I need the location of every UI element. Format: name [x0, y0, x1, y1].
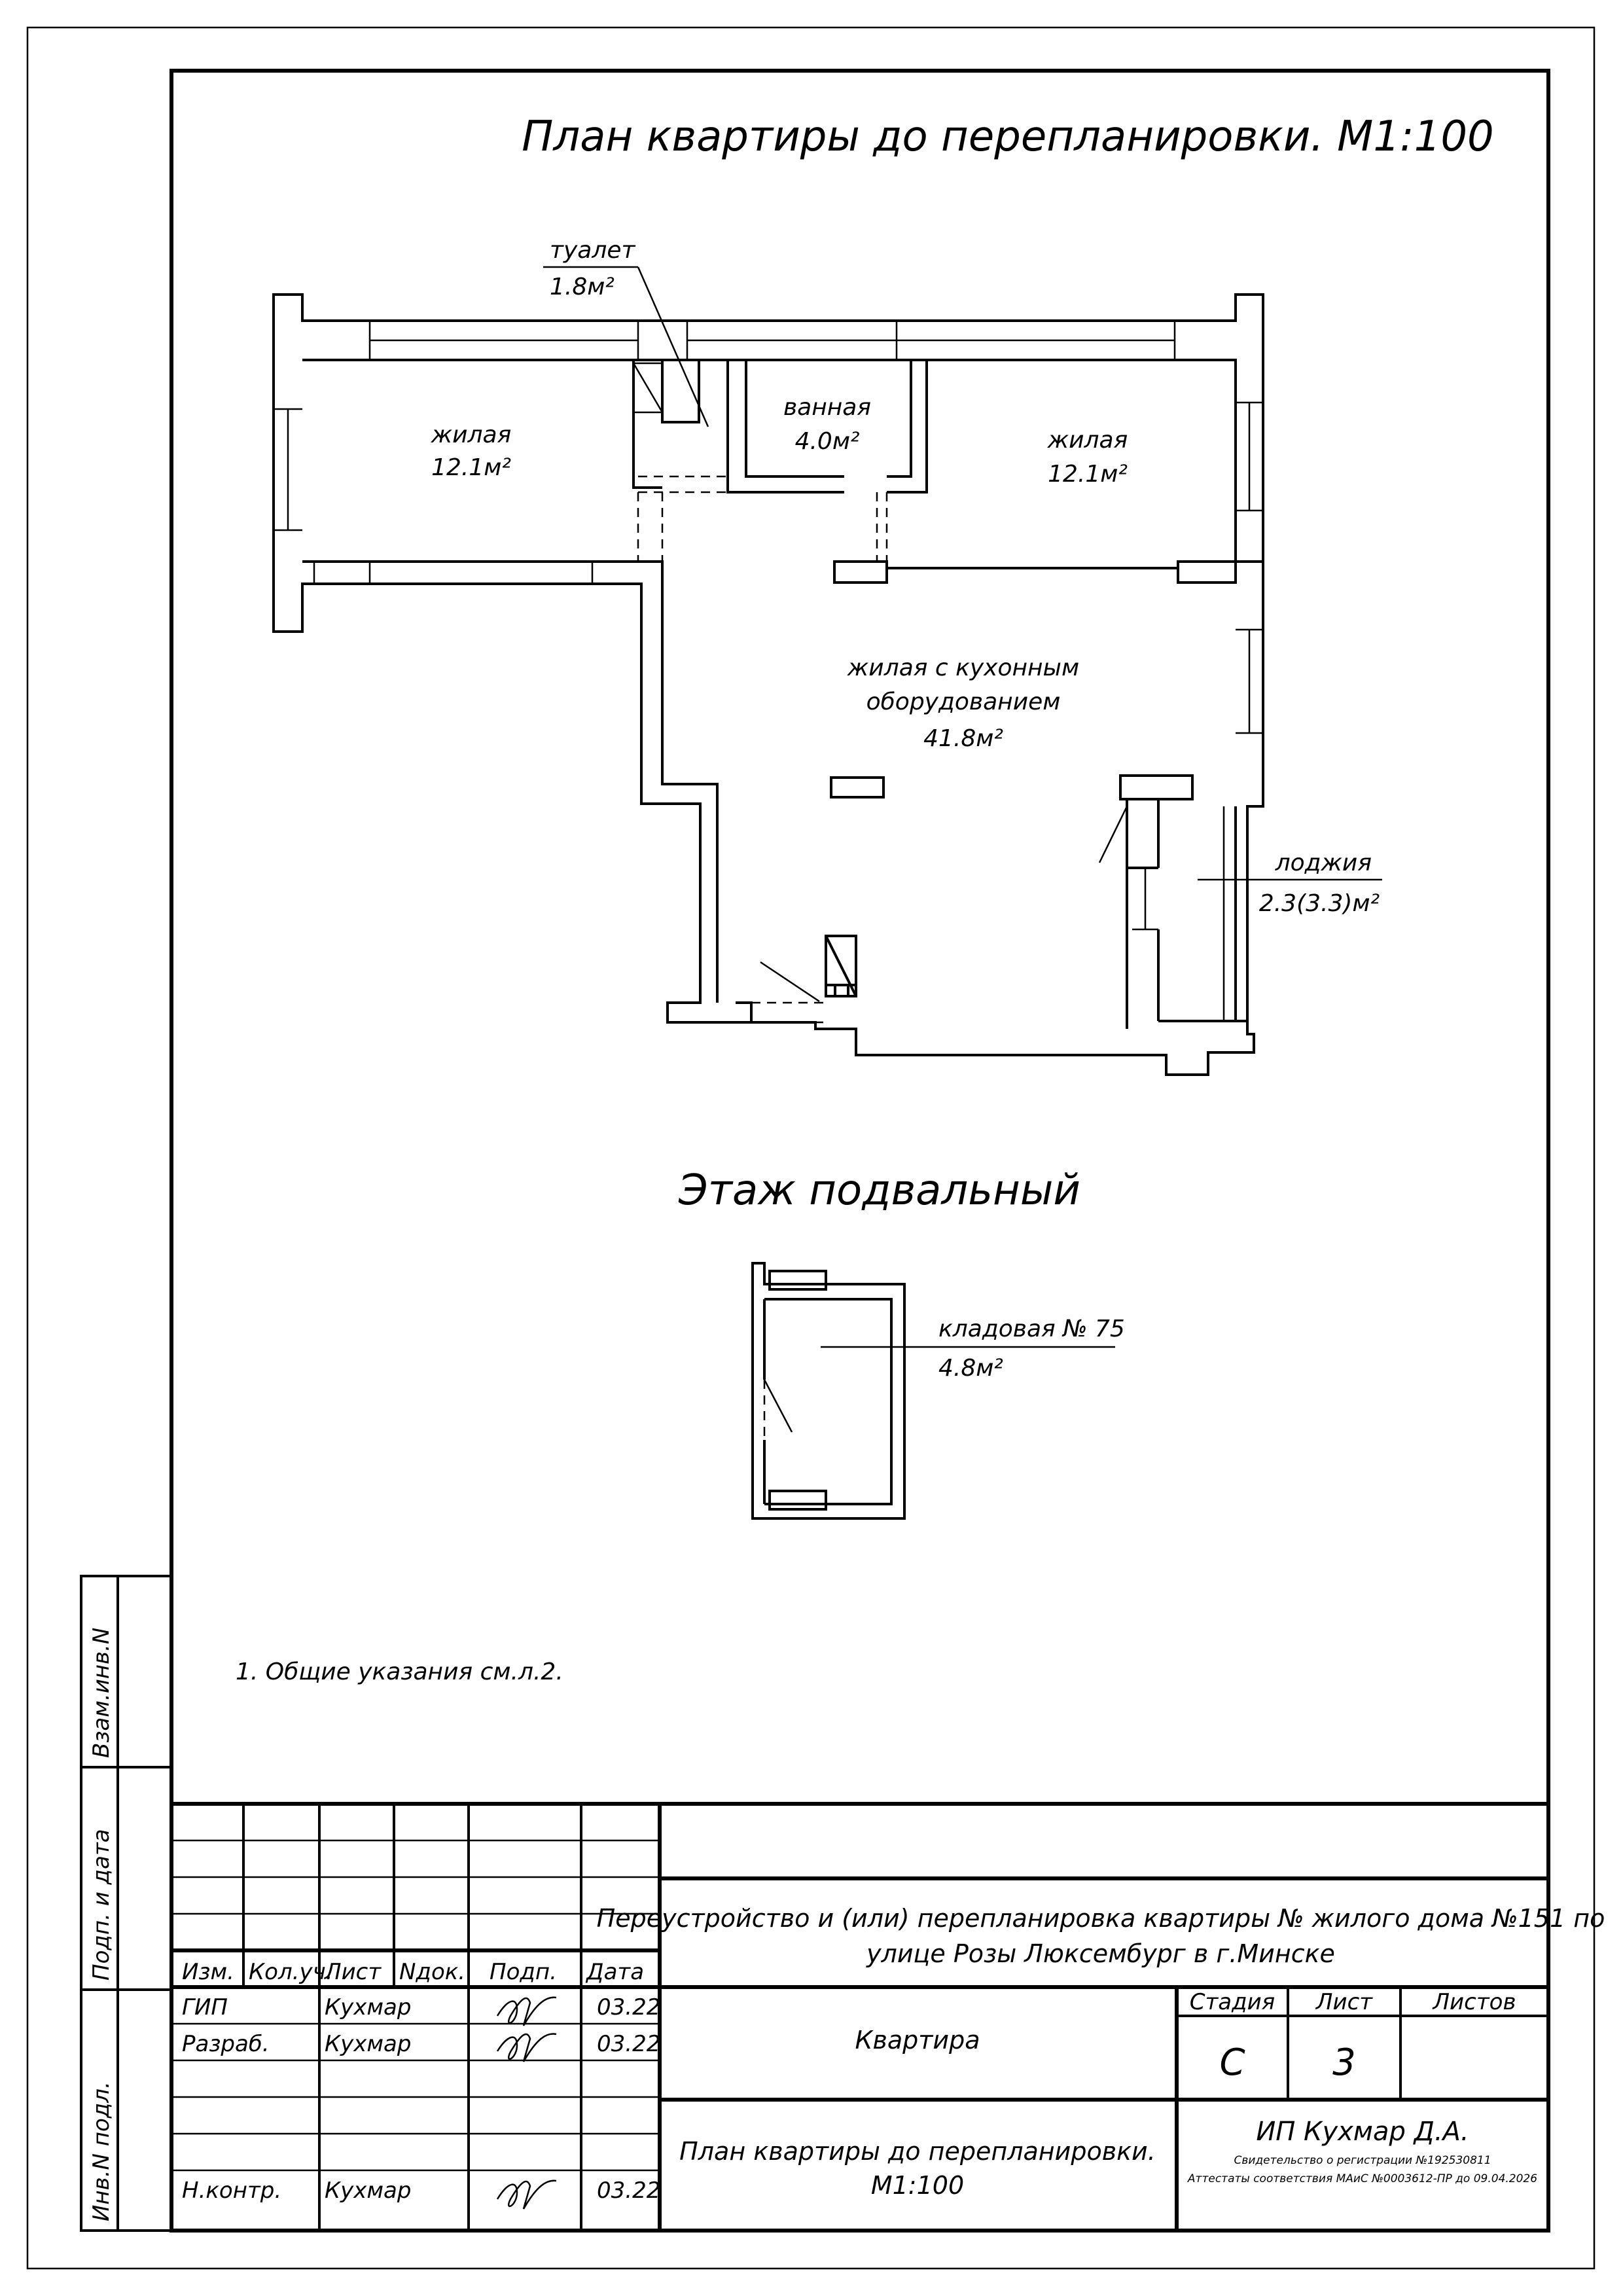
storage-walls	[753, 1263, 904, 1518]
column-center	[831, 778, 883, 797]
title-block	[171, 1804, 1605, 2231]
side-stamp	[81, 1576, 171, 2231]
svg-text:лоджия: лоджия	[1275, 850, 1372, 876]
sheets-label: Листов	[1433, 1989, 1516, 2015]
room-toilet-label	[543, 237, 708, 427]
room-living-kitchen	[847, 655, 1079, 752]
sheet-value: 3	[1332, 2041, 1356, 2084]
header-list: Лист	[325, 1959, 382, 1985]
header-podp: Подп.	[490, 1959, 557, 1985]
entrance-door-leaf	[760, 962, 819, 1001]
storage-name: кладовая № 75	[938, 1316, 1125, 1342]
top-windows	[370, 321, 1175, 360]
signature-gip	[497, 1998, 556, 2026]
room-living-right	[1047, 427, 1128, 488]
basement-title: Этаж подвальный	[679, 1166, 1080, 1215]
signature-nkontr	[497, 2181, 556, 2209]
drawing-title: План квартиры до перепланировки. М1:100	[522, 113, 1494, 161]
loggia-window	[1132, 806, 1224, 1021]
stage-label: Стадия	[1189, 1989, 1275, 2015]
date-nkontr: 03.22	[597, 2178, 661, 2204]
svg-text:жилая: жилая	[431, 422, 512, 448]
storage-plan	[753, 1263, 1125, 1518]
date-gip: 03.22	[597, 1994, 661, 2020]
right-room-partition	[834, 562, 1236, 583]
signature-razrab	[497, 2034, 556, 2062]
column-right	[1120, 776, 1192, 799]
room-living-left	[431, 422, 512, 481]
role-nkontr: Н.контр.	[182, 2178, 282, 2204]
stage-value: С	[1219, 2041, 1245, 2084]
project-line-1: Переустройство и (или) перепланировка квартиры № жилого дома №151 по	[596, 1904, 1605, 1933]
header-data: Дата	[586, 1959, 645, 1985]
svg-text:туалет: туалет	[550, 237, 635, 264]
svg-text:12.1м²: 12.1м²	[1048, 461, 1128, 488]
loggia-door-opening	[1127, 806, 1158, 868]
sheet-label: Лист	[1315, 1989, 1373, 2015]
svg-text:жилая с кухонным: жилая с кухонным	[847, 655, 1080, 681]
object-name: Квартира	[855, 2026, 980, 2054]
entrance-walls	[736, 936, 856, 1022]
general-note: 1. Общие указания см.л.2.	[236, 1659, 563, 1685]
side-ref-inv: Взам.инв.N	[88, 1627, 115, 1758]
room-loggia-label	[1198, 850, 1382, 917]
outer-walls	[274, 295, 1263, 1075]
svg-text:41.8м²: 41.8м²	[923, 725, 1003, 752]
project-line-2: улице Розы Люксембург в г.Минске	[866, 1939, 1335, 1968]
storage-vent-top	[770, 1271, 826, 1289]
svg-text:12.1м²: 12.1м²	[431, 454, 511, 481]
svg-text:2.3(3.3)м²: 2.3(3.3)м²	[1258, 890, 1380, 917]
name-nkontr: Кухмар	[325, 2178, 412, 2204]
sheet-title-line-1: План квартиры до перепланировки.	[679, 2137, 1156, 2166]
svg-text:ванная: ванная	[783, 394, 872, 421]
left-window	[274, 409, 302, 530]
name-gip: Кухмар	[325, 1994, 412, 2020]
org-name: ИП Кухмар Д.А.	[1256, 2117, 1469, 2147]
svg-text:оборудованием: оборудованием	[866, 689, 1061, 715]
svg-text:4.0м²: 4.0м²	[794, 428, 860, 455]
bathroom-walls	[728, 360, 927, 492]
storage-door-leaf	[764, 1380, 792, 1432]
role-razrab: Разраб.	[182, 2031, 270, 2057]
loggia-door-leaf	[1099, 806, 1127, 863]
name-razrab: Кухмар	[325, 2031, 412, 2057]
room-bathroom	[783, 394, 871, 455]
org-cert-1: Свидетельство о регистрации №192530811	[1234, 2154, 1491, 2167]
left-room-lower-wall	[302, 562, 717, 1003]
right-windows	[1236, 403, 1263, 733]
side-sign-date: Подп. и дата	[88, 1829, 115, 1981]
svg-text:1.8м²: 1.8м²	[550, 274, 615, 300]
storage-area: 4.8м²	[938, 1355, 1003, 1382]
storage-vent-bottom	[770, 1491, 826, 1509]
door-openings	[638, 476, 887, 563]
apartment-plan	[274, 237, 1382, 1075]
storage-inner-walls	[764, 1299, 891, 1504]
svg-text:жилая: жилая	[1047, 427, 1128, 454]
left-lower-window	[314, 562, 592, 584]
role-gip: ГИП	[182, 1994, 228, 2020]
toilet-fixture	[633, 363, 662, 412]
entrance-opening	[751, 1003, 826, 1022]
side-inv-orig: Инв.N подл.	[88, 2081, 115, 2221]
storage-door-opening	[753, 1380, 764, 1440]
date-razrab: 03.22	[597, 2031, 661, 2057]
header-kol: Кол.уч.	[249, 1959, 333, 1985]
sheet-title-line-2: М1:100	[870, 2171, 965, 2200]
header-izm: Изм.	[182, 1959, 234, 1985]
header-ndok: Nдок.	[399, 1959, 466, 1985]
org-cert-2: Аттестаты соответствия МАиС №0003612-ПР до 09.04.2026	[1187, 2172, 1538, 2185]
